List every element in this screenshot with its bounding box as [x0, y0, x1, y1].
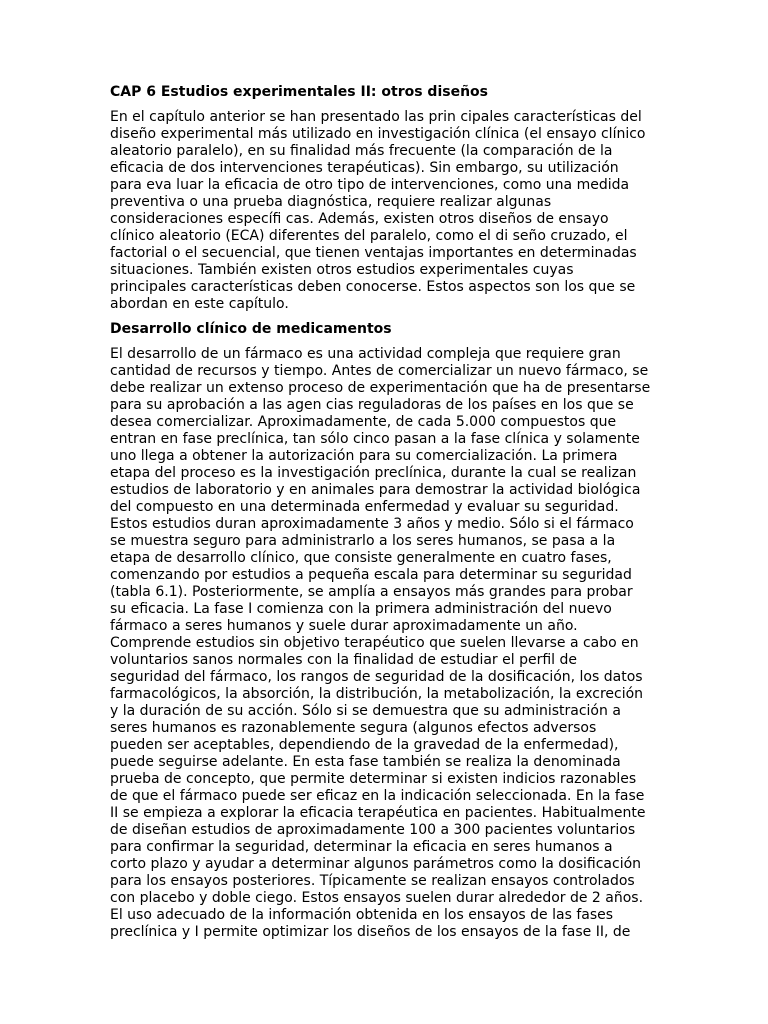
- text-line: Estos estudios duran aproximadamente 3 años y medio. Sólo si el fármaco: [110, 516, 634, 532]
- text-line: pueden ser aceptables, dependiendo de la gravedad de la enfermedad),: [110, 737, 619, 753]
- text-line: seres humanos es razonablemente segura (algunos efectos adversos: [110, 720, 597, 736]
- text-line: estudios de laboratorio y en animales para demostrar la actividad biológica: [110, 482, 641, 498]
- text-line: clínico aleatorio (ECA) diferentes del paralelo, como el di seño cruzado, el: [110, 228, 628, 244]
- text-line: seguridad del fármaco, los rangos de seguridad de la dosificación, los datos: [110, 669, 643, 685]
- text-line: El uso adecuado de la información obtenida en los ensayos de las fases: [110, 907, 614, 923]
- text-line: para los ensayos posteriores. Típicamente se realizan ensayos controlados: [110, 873, 635, 889]
- text-line: corto plazo y ayudar a determinar algunos parámetros como la dosificación: [110, 856, 642, 872]
- text-line: etapa de desarrollo clínico, que consiste generalmente en cuatro fases,: [110, 550, 612, 566]
- text-line: para confirmar la seguridad, determinar la eficacia en seres humanos a: [110, 839, 613, 855]
- text-line: principales características deben conocerse. Estos aspectos son los que se: [110, 279, 636, 295]
- text-line: II se empieza a explorar la eficacia terapéutica en pacientes. Habitualmente: [110, 805, 646, 821]
- text-line: diseño experimental más utilizado en investigación clínica (el ensayo clínico: [110, 126, 646, 142]
- intro-paragraph: [110, 109, 662, 313]
- text-line: de diseñan estudios de aproximadamente 100 a 300 pacientes voluntarios: [110, 822, 636, 838]
- text-line: debe realizar un extenso proceso de experimentación que ha de presentarse: [110, 380, 651, 396]
- text-line: situaciones. También existen otros estudios experimentales cuyas: [110, 262, 574, 278]
- text-line: se muestra seguro para administrarlo a los seres humanos, se pasa a la: [110, 533, 616, 549]
- text-line: eficacia de dos intervenciones terapéuticas). Sin embargo, su utilización: [110, 160, 619, 176]
- text-line: aleatorio paralelo), en su finalidad más frecuente (la comparación de la: [110, 143, 613, 159]
- text-line: comenzando por estudios a pequeña escala para determinar su seguridad: [110, 567, 632, 583]
- text-line: El desarrollo de un fármaco es una actividad compleja que requiere gran: [110, 346, 621, 362]
- text-line: del compuesto en una determinada enfermedad y evaluar su seguridad.: [110, 499, 619, 515]
- text-line: etapa del proceso es la investigación preclínica, durante la cual se realizan: [110, 465, 637, 481]
- section-heading: Desarrollo clínico de medicamentos: [110, 321, 392, 337]
- text-line: preventiva o una prueba diagnóstica, requiere realizar algunas: [110, 194, 552, 210]
- text-line: factorial o el secuencial, que tienen ventajas importantes en determinadas: [110, 245, 637, 261]
- text-line: de que el fármaco puede ser eficaz en la indicación seleccionada. En la fase: [110, 788, 645, 804]
- text-line: consideraciones específi cas. Además, existen otros diseños de ensayo: [110, 211, 609, 227]
- text-line: Comprende estudios sin objetivo terapéutico que suelen llevarse a cabo en: [110, 635, 639, 651]
- text-line: fármaco a seres humanos y suele durar aproximadamente un año.: [110, 618, 578, 634]
- text-line: y la duración de su acción. Sólo si se demuestra que su administración a: [110, 703, 621, 719]
- body-paragraph: [110, 346, 662, 941]
- document-page: [110, 84, 662, 949]
- text-line: entran en fase preclínica, tan sólo cinco pasan a la fase clínica y solamente: [110, 431, 640, 447]
- text-line: cantidad de recursos y tiempo. Antes de comercializar un nuevo fármaco, se: [110, 363, 649, 379]
- text-line: su eficacia. La fase I comienza con la primera administración del nuevo: [110, 601, 612, 617]
- text-line: prueba de concepto, que permite determinar si existen indicios razonables: [110, 771, 637, 787]
- text-line: voluntarios sanos normales con la finalidad de estudiar el perfil de: [110, 652, 577, 668]
- text-line: uno llega a obtener la autorización para su comercialización. La primera: [110, 448, 618, 464]
- text-line: (tabla 6.1). Posteriormente, se amplía a ensayos más grandes para probar: [110, 584, 633, 600]
- text-line: con placebo y doble ciego. Estos ensayos suelen durar alrededor de 2 años.: [110, 890, 644, 906]
- text-line: puede seguirse adelante. En esta fase también se realiza la denominada: [110, 754, 621, 770]
- text-line: desea comercializar. Aproximadamente, de cada 5.000 compuestos que: [110, 414, 617, 430]
- text-line: para su aprobación a las agen cias reguladoras de los países en los que se: [110, 397, 634, 413]
- text-line: farmacológicos, la absorción, la distribución, la metabolización, la excreción: [110, 686, 644, 702]
- text-line: preclínica y I permite optimizar los diseños de los ensayos de la fase II, de: [110, 924, 631, 940]
- chapter-title: CAP 6 Estudios experimentales II: otros diseños: [110, 84, 488, 100]
- text-line: abordan en este capítulo.: [110, 296, 289, 312]
- text-line: En el capítulo anterior se han presentado las prin cipales características del: [110, 109, 642, 125]
- text-line: para eva luar la eficacia de otro tipo de intervenciones, como una medida: [110, 177, 630, 193]
